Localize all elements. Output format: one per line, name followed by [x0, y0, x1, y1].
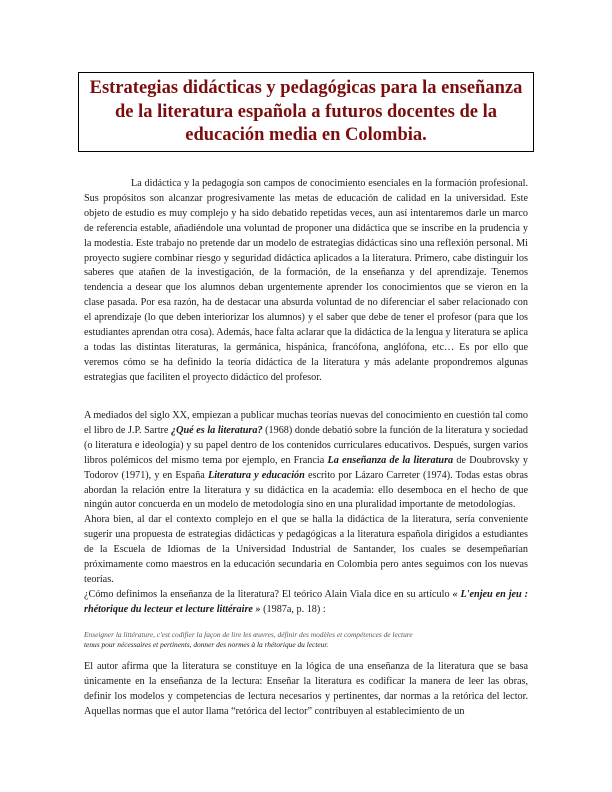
paragraph-3 [84, 588, 528, 618]
quote-line-1: Enseigner la littérature, c'est codifier la façon de lire les œuvres, définir des modèles et compétences de lecture [84, 630, 413, 639]
quote-line-2: tenus pour nécessaires et pertinents, donner des normes à la rhétorique du lecteur. [84, 640, 329, 649]
p1-text-e: de Doubrovsky y Todorov (1971), y en España [84, 454, 529, 481]
book-title-carreter: Literatura y educación [207, 469, 305, 481]
article-title-viala: « L'enjeu en jeu : rhétorique du lecteur et lecture littéraire » [84, 588, 528, 615]
book-title-doubrovsky: La enseñanza de la literatura [327, 454, 454, 466]
p3-text-c: (1987a, p. 18) : [260, 603, 326, 615]
document-title: Estrategias didácticas y pedagógicas para la enseñanza de la literatura española a futuros docentes de la educación media en Colombia. [89, 78, 523, 145]
block-quote [84, 630, 528, 650]
p1-text-c: (1968) donde debatió sobre la función de la literatura y sociedad (o literatura e ideología) y su papel dentro de los contenidos curriculares educativos. Después, surgen varios libros polémicos del mismo tema por ejemplo, en Francia [84, 424, 528, 466]
p1-text-g: escrito por Lázaro Carreter (1974). Todas estas obras abordan la relación entre la literatura y su didáctica en la academia: ello desemboca en el hecho de que ningún autor concuerda en un modelo de metodología sino en una pluralidad importante de metodologías. [84, 469, 528, 511]
paragraph-4: El autor afirma que la literatura se constituye en la lógica de una enseñanza de la literatura que se basa únicamente en la enseñanza de la lectura: Enseñar la literatura es codificar la manera de leer las obras, definir los modelos y competencias de lectura necesarios y pertinentes, dar normas a la retórica del lector. Aquellas normas que el autor llama “retórica del lector” contribuyen al establecimiento de un [84, 661, 528, 717]
body-section-2 [84, 660, 528, 720]
book-title-sartre: ¿Qué es la literatura? [171, 424, 263, 436]
p1-text-a: A mediados del siglo XX, empiezan a publicar muchas teorías nuevas del conocimiento en cuestión tal como el libro de J.P. Sartre [84, 410, 528, 436]
abstract-paragraph: La didáctica y la pedagogía son campos de conocimiento esenciales en la formación profesional. Sus propósitos son alcanzar progresivamente las metas de educación de calidad en la universidad. Este objeto de estudio es muy complejo y ha sido debatido repetidas veces, aun así intentaremos darle un marco de referencia estable, añadiéndole una voluntad de proponer una didáctica que se inscribe en la prudencia y la modestia. Este trabajo no pretende dar un modelo de estrategias didácticas sino una reflexión personal. Mi proyecto sugiere combinar riesgo y seguridad didáctica aplicados a la literatura. Primero, cabe distinguir los saberes que atañen de la investigación, de la formación, de la enseñanza y del aprendizaje. Tenemos tendencia a desear que los alumnos deban urgentemente aprender los conocimientos que se vieron en la clase pasada. Por esa razón, ha de destacar una absurda voluntad de no diferenciar el saber relacionado con el aprendizaje (lo que deben interiorizar los alumnos) y el saber que debe de tener el profesor (para que los estudiantes aprendan otra cosa). Además, hace falta aclarar que la didáctica de la lengua y literatura se aplica a todas las distintas literaturas, la germánica, hispánica, francófona, anglófona, etc… Es por ello que veremos cómo se ha definido la teoría didáctica de la literatura y más adelante propondremos algunas estrategias que faciliten el proyecto didáctico del profesor. [84, 178, 528, 383]
p3-text-a: ¿Cómo definimos la enseñanza de la literatura? El teórico Alain Viala dice en su artículo [84, 588, 453, 600]
title-box [78, 72, 534, 152]
paragraph-1 [84, 409, 528, 513]
paragraph-2: Ahora bien, al dar el contexto complejo en el que se halla la didáctica de la literatura, sería conveniente sugerir una propuesta de estrategias didácticas y pedagógicas a la literatura española dirigidos a estudiantes de la Escuela de Idiomas de la Universidad Industrial de Santander, los cuales se desempeñarían próximamente como maestros en la educación secundaria en Colombia pero antes seguimos con los nuevas teorías. [84, 514, 528, 585]
body-section [84, 409, 528, 618]
abstract [84, 177, 528, 386]
